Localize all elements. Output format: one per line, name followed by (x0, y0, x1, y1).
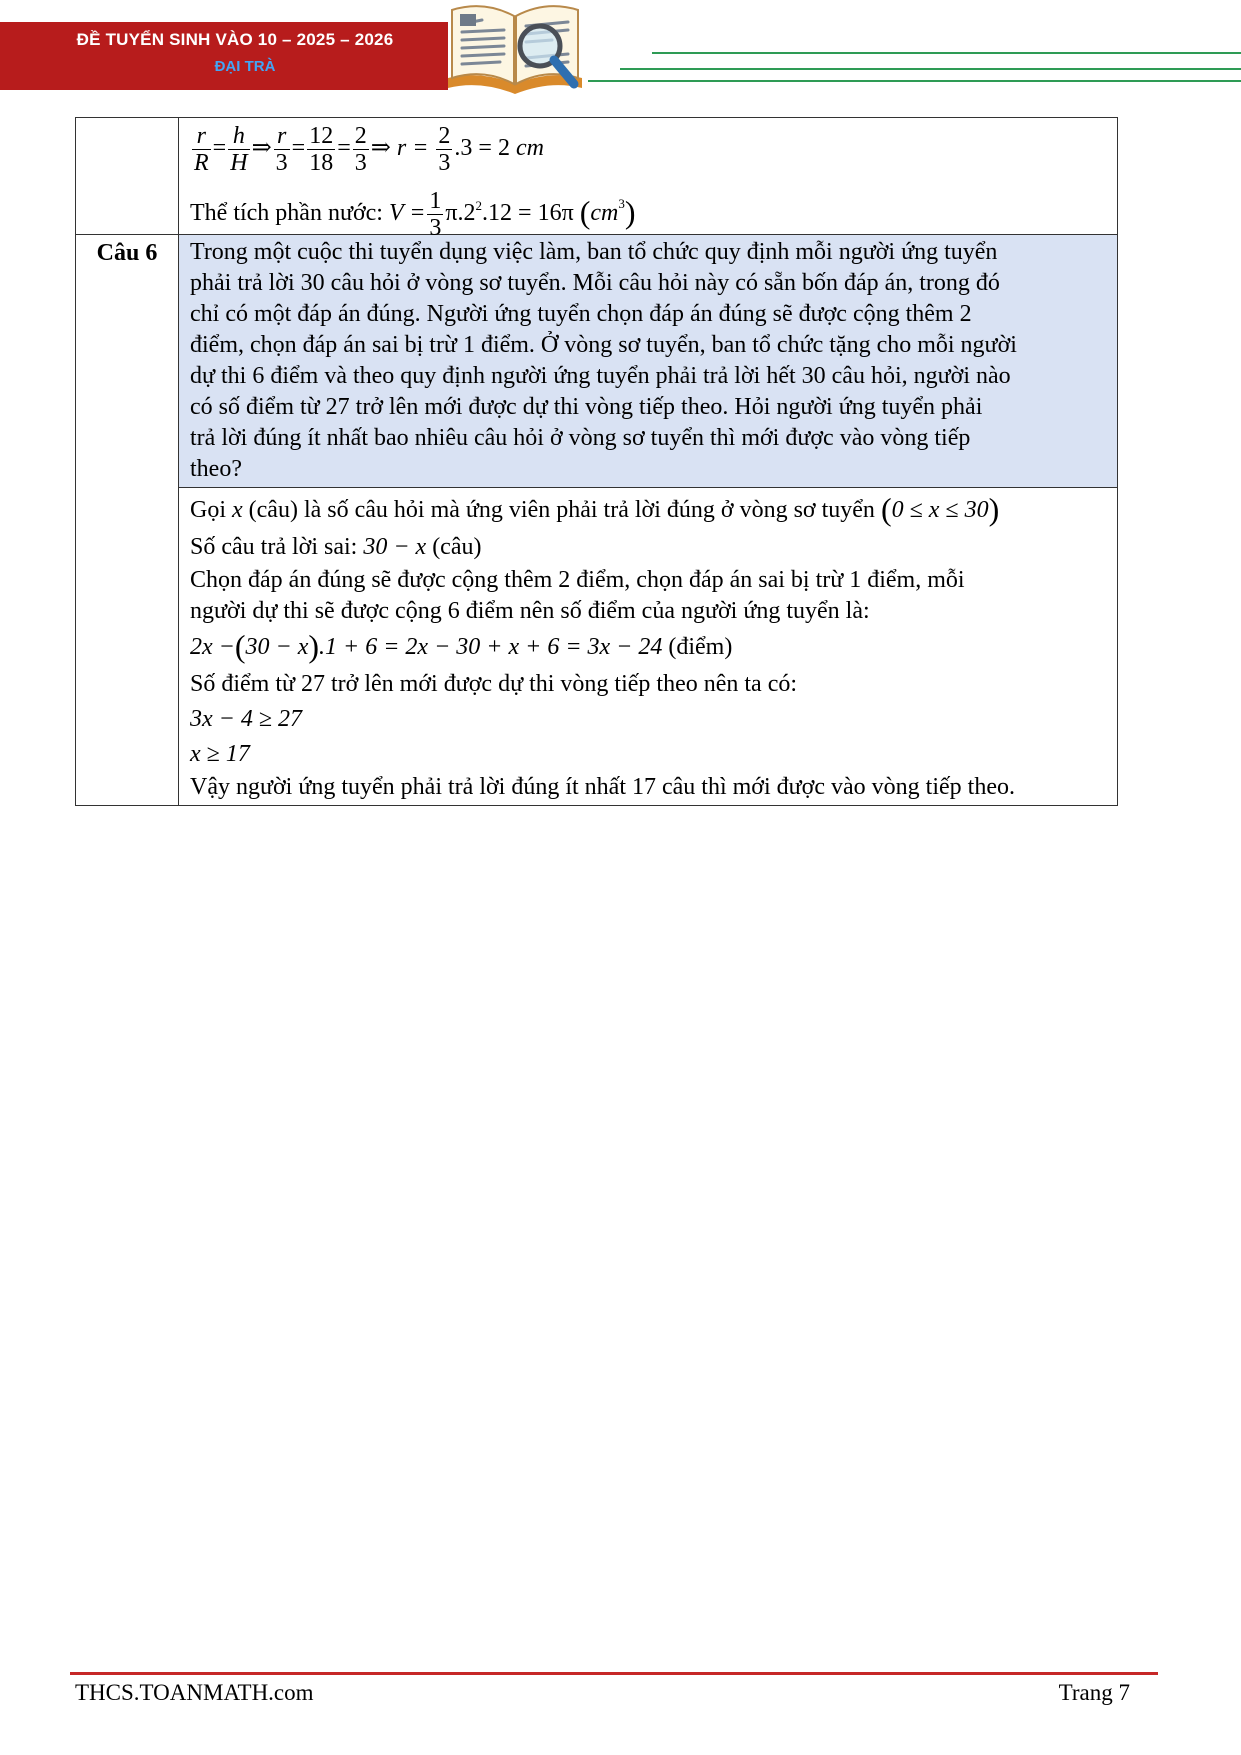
footer-rule (70, 1672, 1158, 1675)
answer-line-7: 3x − 4 ≥ 27 (190, 706, 303, 732)
book-magnifier-icon (440, 0, 590, 104)
answer-line-4: người dự thi sẽ được cộng 6 điểm nên số điểm của người ứng tuyển là: (190, 598, 870, 624)
question-line: điểm, chọn đáp án sai bị trừ 1 điểm. Ở vòng sơ tuyển, ban tổ chức tặng cho mỗi người (190, 332, 1017, 358)
ratio-tail: .3 = 2 (454, 135, 510, 161)
answer-label-cell (76, 488, 179, 806)
solution-table (75, 117, 1118, 806)
frac-h-H: $\frac{h}{H}$ (230, 122, 248, 176)
question-line: có số điểm từ 27 trở lên mới được dự thi vòng tiếp theo. Hỏi người ứng tuyển phải (190, 394, 983, 420)
volume-v: V = (388, 200, 426, 226)
header-subtitle: ĐẠI TRÀ (214, 58, 276, 75)
question-line: Trong một cuộc thi tuyển dụng việc làm, ban tổ chức quy định mỗi người ứng tuyển (190, 239, 998, 265)
question-label: Câu 6 (76, 235, 179, 488)
footer-site: THCS.TOANMATH.com (75, 1680, 314, 1705)
volume-exp: 2 (475, 198, 483, 213)
header-rule-3 (588, 80, 1241, 82)
condition: 0 ≤ x ≤ 30 (891, 497, 989, 523)
question-line: phải trả lời 30 câu hỏi ở vòng sơ tuyển. Mỗi câu hỏi này có sẵn bốn đáp án, trong đó (190, 270, 1000, 296)
prev-answer-row (76, 118, 1118, 235)
answer-line-6: Số điểm từ 27 trở lên mới được dự thi vòng tiếp theo nên ta có: (190, 671, 798, 697)
question-line: chỉ có một đáp án đúng. Người ứng tuyển chọn đáp án đúng sẽ được cộng thêm 2 (190, 301, 972, 327)
volume-line: Thể tích phần nước: V = $\frac{1}{3}$ $\pi.2^2.12 = 16\pi$ $(cm^3)$ (190, 187, 636, 241)
volume-unit: cm (590, 200, 619, 226)
header-rule-2 (620, 68, 1241, 70)
answer-cell (179, 488, 1118, 806)
volume-label: Thể tích phần nước: (190, 200, 383, 226)
frac-r-3: $\frac{r}{3}$ (275, 122, 288, 176)
answer-line-5: 2x −(30 − x).1 + 6 = 2x − 30 + x + 6 = 3x − 24 (điểm) (190, 628, 733, 664)
answer-line-1: Gọi x (câu) là số câu hỏi mà ứng viên phải trả lời đúng ở vòng sơ tuyển (0 ≤ x ≤ 30) (190, 491, 1000, 527)
frac-12-18: $\frac{12}{18}$ (309, 122, 334, 176)
frac-2-3: $\frac{2}{3}$ (354, 122, 367, 176)
prev-label-cell (76, 118, 179, 235)
frac-r-R: $\frac{r}{R}$ (194, 122, 209, 176)
frac-2-3-b: $\frac{2}{3}$ (438, 122, 451, 176)
ratio-unit: cm (515, 135, 544, 161)
answer-line-2: Số câu trả lời sai: 30 − x (câu) (190, 534, 482, 560)
volume-unit-exp: 3 (618, 196, 625, 211)
header-rule-1 (652, 52, 1241, 54)
ratio-line: $\frac{r}{R}$ = $\frac{h}{H}$ ⇒ $\frac{r}{3}$ = $\frac{12}{18}$ = $\frac{2}{3}$ ⇒ r = $\frac{2}{3}$ .3 = 2 cm (194, 122, 544, 176)
prev-answer-cell (179, 118, 1118, 241)
footer-page-number: Trang 7 (1058, 1680, 1130, 1705)
question-cell (179, 235, 1118, 488)
header-title: ĐỀ TUYỂN SINH VÀO 10 – 2025 – 2026 (76, 30, 394, 49)
volume-expr-a: π.2 (445, 200, 476, 226)
question-line: dự thi 6 điểm và theo quy định người ứng tuyển phải trả lời hết 30 câu hỏi, người nào (190, 363, 1011, 389)
r-equals: r = (396, 135, 429, 161)
answer-line-8: x ≥ 17 (190, 741, 250, 767)
question-line: theo? (190, 456, 242, 482)
answer-row (76, 488, 1118, 806)
answer-line-3: Chọn đáp án đúng sẽ được cộng thêm 2 điểm, chọn đáp án sai bị trừ 1 điểm, mỗi (190, 567, 965, 593)
question-row (76, 235, 1118, 488)
answer-conclusion: Vậy người ứng tuyển phải trả lời đúng ít nhất 17 câu thì mới được vào vòng tiếp theo. (190, 774, 1015, 800)
frac-1-3: $\frac{1}{3}$ (429, 187, 442, 241)
question-line: trả lời đúng ít nhất bao nhiêu câu hỏi ở vòng sơ tuyển thì mới được vào vòng tiếp (190, 425, 971, 451)
volume-expr-b: .12 = 16π (482, 200, 574, 226)
